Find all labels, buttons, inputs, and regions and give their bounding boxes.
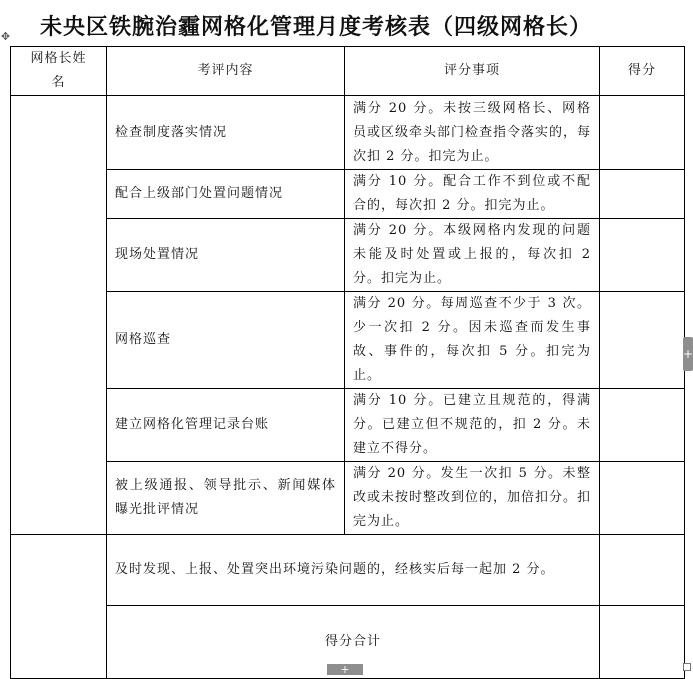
assessment-item[interactable]: 检查制度落实情况 [107, 96, 345, 170]
scoring-criteria[interactable]: 满分 10 分。已建立且规范的，得满分。已建立但不规范的，扣 2 分。未建立不得分。 [345, 389, 600, 462]
plus-icon[interactable]: + [683, 337, 693, 371]
score-cell[interactable] [600, 462, 685, 535]
total-label[interactable]: 得分合计 [107, 606, 600, 679]
plus-icon[interactable]: + [327, 664, 363, 675]
move-arrows-icon[interactable]: ✥ [0, 30, 11, 43]
table-row [11, 170, 685, 219]
table-row [11, 219, 685, 292]
assessment-item[interactable]: 网格巡查 [107, 292, 345, 389]
grid-leader-name-cell[interactable] [11, 96, 107, 535]
score-cell[interactable] [600, 170, 685, 219]
score-cell[interactable] [600, 389, 685, 462]
scoring-criteria[interactable]: 满分 10 分。配合工作不到位或不配合的，每次扣 2 分。扣完为止。 [345, 170, 600, 219]
resize-handle[interactable] [683, 663, 691, 671]
score-cell[interactable] [600, 219, 685, 292]
scoring-criteria[interactable]: 满分 20 分。发生一次扣 5 分。未整改或未按时整改到位的，加倍扣分。扣完为止。 [345, 462, 600, 535]
header-name[interactable]: 网格长姓名 [11, 47, 107, 96]
table-row [11, 96, 685, 170]
bonus-description[interactable]: 及时发现、上报、处置突出环境污染问题的，经核实后每一起加 2 分。 [107, 535, 600, 606]
grid-leader-name-cell-lower[interactable] [11, 535, 107, 679]
table-row [11, 462, 685, 535]
table-row [11, 389, 685, 462]
score-cell[interactable] [600, 292, 685, 389]
header-content[interactable]: 考评内容 [107, 47, 345, 96]
assessment-item[interactable]: 被上级通报、领导批示、新闻媒体曝光批评情况 [107, 462, 345, 535]
assessment-item[interactable]: 现场处置情况 [107, 219, 345, 292]
assessment-item[interactable]: 建立网格化管理记录台账 [107, 389, 345, 462]
scoring-criteria[interactable]: 满分 20 分。未按三级网格长、网格员或区级牵头部门检查指令落实的，每次扣 2 分。扣完为止。 [345, 96, 600, 170]
bonus-score-cell[interactable] [600, 535, 685, 606]
table-header-row [11, 47, 685, 96]
scoring-criteria[interactable]: 满分 20 分。本级网格内发现的问题未能及时处置或上报的，每次扣 2 分。扣完为止。 [345, 219, 600, 292]
table-row [11, 292, 685, 389]
assessment-table [10, 46, 685, 679]
total-score-cell[interactable] [600, 606, 685, 679]
bonus-row [11, 535, 685, 606]
header-criteria[interactable]: 评分事项 [345, 47, 600, 96]
score-cell[interactable] [600, 96, 685, 170]
assessment-item[interactable]: 配合上级部门处置问题情况 [107, 170, 345, 219]
header-score[interactable]: 得分 [600, 47, 685, 96]
scoring-criteria[interactable]: 满分 20 分。每周巡查不少于 3 次。少一次扣 2 分。因未巡查而发生事故、事件的，每次扣 5 分。扣完为止。 [345, 292, 600, 389]
page-title: 未央区铁腕治霾网格化管理月度考核表（四级网格长） [40, 15, 593, 40]
